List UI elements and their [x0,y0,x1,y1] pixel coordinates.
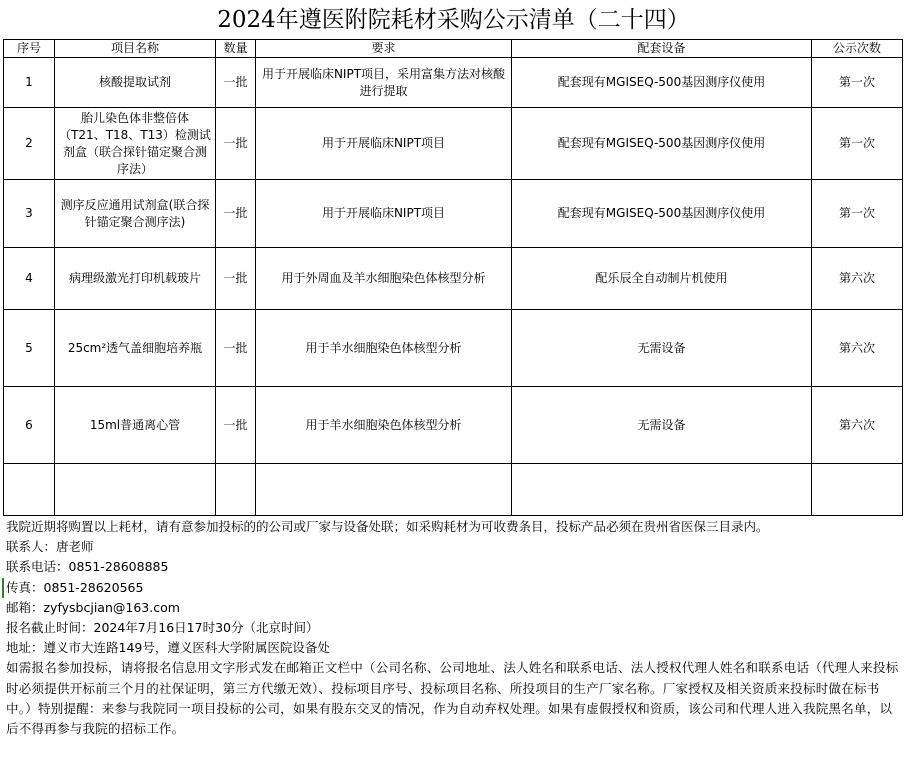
cell-times: 第一次 [812,108,903,180]
table-row [4,180,903,248]
table-row [4,108,903,180]
cell-no: 4 [4,248,55,310]
table-row [4,248,903,310]
table-row [4,310,903,387]
header-equipment: 配套设备 [512,40,812,58]
cell-qty: 一批 [216,58,256,108]
cell-times: 第六次 [812,310,903,387]
cell-empty [512,464,812,516]
header-no: 序号 [4,40,55,58]
cell-requirement: 用于外周血及羊水细胞染色体核型分析 [256,248,512,310]
cell-requirement: 用于开展临床NIPT项目，采用富集方法对核酸进行提取 [256,58,512,108]
table-row-empty [4,464,903,516]
notes-section [6,517,901,739]
cell-equipment: 无需设备 [512,310,812,387]
cell-equipment: 配乐辰全自动制片机使用 [512,248,812,310]
header-name: 项目名称 [55,40,216,58]
cell-equipment: 配套现有MGISEQ-500基因测序仪使用 [512,58,812,108]
cell-empty [256,464,512,516]
cell-equipment: 配套现有MGISEQ-500基因测序仪使用 [512,108,812,180]
cell-equipment: 配套现有MGISEQ-500基因测序仪使用 [512,180,812,248]
cell-name: 核酸提取试剂 [55,58,216,108]
cell-equipment: 无需设备 [512,387,812,464]
cell-times: 第一次 [812,58,903,108]
notes-intro: 我院近期将购置以上耗材，请有意参加投标的的公司或厂家与设备处联；如采购耗材为可收费条目，投标产品必须在贵州省医保三目录内。 [6,519,769,534]
cell-requirement: 用于羊水细胞染色体核型分析 [256,310,512,387]
notes-contact: 联系人：唐老师 [6,539,94,555]
cell-empty [812,464,903,516]
cell-no: 6 [4,387,55,464]
table-header-row [4,40,903,58]
notes-fax: 传真：0851-28620565 [2,578,901,598]
header-times: 公示次数 [812,40,903,58]
cell-name: 25cm²透气盖细胞培养瓶 [55,310,216,387]
notes-instructions: 如需报名参加投标，请将报名信息用文字形式发在邮箱正文栏中（公司名称、公司地址、法人姓名和联系电话、法人授权代理人姓名和联系电话（代理人来投标时必须提供开标前三个月的社保证明，第三方代缴无效）、投标项目序号、投标项目名称、所投项目的生产厂家名称。厂家授权及相关资质来投标时做在标书中。）特别提醒：来参与我院同一项目投标的公司，如果有股东交叉的情况，作为自动弃权处理。如果有虚假授权和资质，该公司和代理人进入我院黑名单，以后不得再参与我院的招标工作。 [6,660,899,737]
cell-no: 5 [4,310,55,387]
cell-requirement: 用于开展临床NIPT项目 [256,108,512,180]
cell-name: 测序反应通用试剂盒(联合探针锚定聚合测序法) [55,180,216,248]
cell-no: 1 [4,58,55,108]
cell-empty [216,464,256,516]
notes-email: 邮箱：zyfysbcjian@163.com [6,599,180,615]
cell-empty [55,464,216,516]
cell-qty: 一批 [216,108,256,180]
cell-no: 2 [4,108,55,180]
header-requirement: 要求 [256,40,512,58]
table-row [4,58,903,108]
cell-qty: 一批 [216,248,256,310]
cell-times: 第六次 [812,248,903,310]
cell-times: 第六次 [812,387,903,464]
cell-name: 15ml普通离心管 [55,387,216,464]
notes-address: 地址：遵义市大连路149号，遵义医科大学附属医院设备处 [6,640,330,656]
cell-name: 病理级激光打印机载玻片 [55,248,216,310]
cell-no: 3 [4,180,55,248]
header-qty: 数量 [216,40,256,58]
notes-deadline: 报名截止时间：2024年7月16日17时30分（北京时间） [6,620,319,636]
procurement-table [3,39,903,516]
table-row [4,387,903,464]
cell-name: 胎儿染色体非整倍体（T21、T18、T13）检测试剂盒（联合探针锚定聚合测序法） [55,108,216,180]
cell-requirement: 用于羊水细胞染色体核型分析 [256,387,512,464]
cell-qty: 一批 [216,180,256,248]
page-title: 2024年遵医附院耗材采购公示清单（二十四） [217,7,690,33]
cell-times: 第一次 [812,180,903,248]
cell-empty [4,464,55,516]
notes-phone: 联系电话：0851-28608885 [6,559,169,575]
cell-qty: 一批 [216,387,256,464]
cell-qty: 一批 [216,310,256,387]
cell-requirement: 用于开展临床NIPT项目 [256,180,512,248]
